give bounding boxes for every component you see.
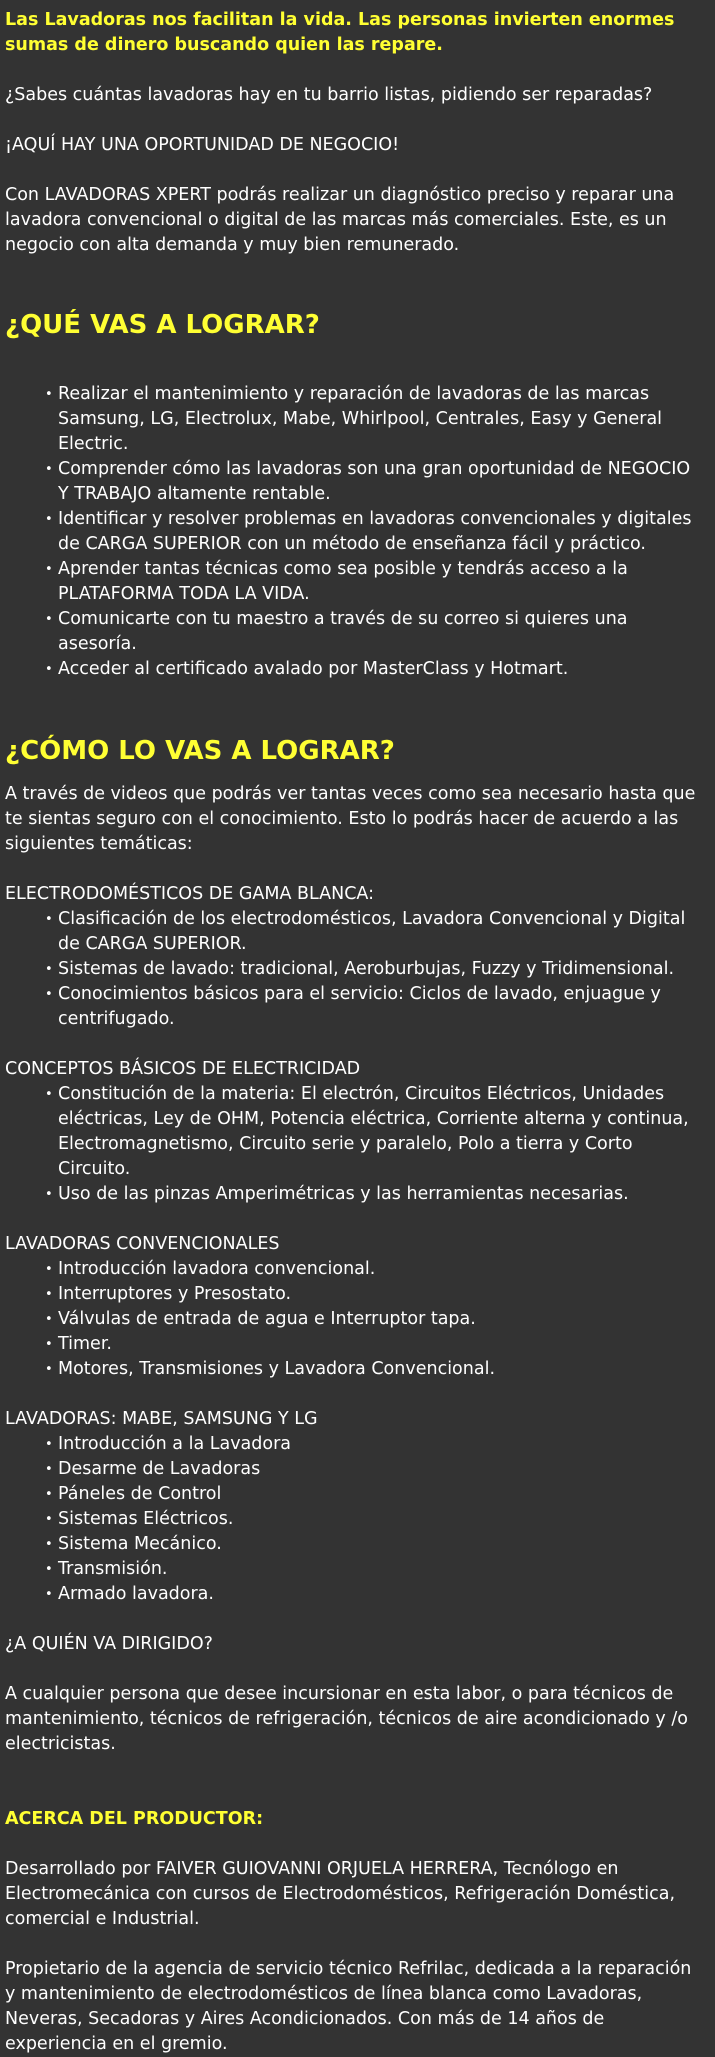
list-item: • Comprender cómo las lavadoras son una gran oportunidad de NEGOCIO Y TRABAJO altamente rentable. [5,457,698,507]
topic-list [5,907,698,1032]
list-item: • Acceder al certificado avalado por MasterClass y Hotmart. [5,657,698,682]
intro-question: ¿Sabes cuántas lavadoras hay en tu barrio listas, pidiendo ser reparadas? [5,85,653,105]
list-item: • Introducción a la Lavadora [5,1432,698,1457]
topic-title: LAVADORAS: MABE, SAMSUNG Y LG [5,1409,318,1429]
list-item: • Armado lavadora. [5,1582,698,1607]
list-item: • Sistemas Eléctricos. [5,1507,698,1532]
topic-title: LAVADORAS CONVENCIONALES [5,1234,280,1254]
list-item: • Identificar y resolver problemas en lavadoras convencionales y digitales de CARGA SUPERIOR con un método de enseñanza fácil y práctico. [5,507,698,557]
producer-agency: Propietario de la agencia de servicio técnico Refrilac, dedicada a la reparación y mantenimiento de electrodomésticos de línea blanca como Lavadoras, Neveras, Secadoras y Aires Acondicionados. Con más de 14 años de experiencia en el gremio. [5,1959,692,2054]
how-heading: ¿CÓMO LO VAS A LOGRAR? [5,736,395,766]
how-intro: A través de videos que podrás ver tantas veces como sea necesario hasta que te sientas seguro con el conocimiento. Esto lo podrás hacer de acuerdo a las siguientes temáticas: [5,784,696,854]
course-description [0,8,704,2057]
list-item: • Páneles de Control [5,1482,698,1507]
achieve-heading: ¿QUÉ VAS A LOGRAR? [5,310,320,340]
list-item: • Motores, Transmisiones y Lavadora Convencional. [5,1357,698,1382]
topic-list [5,1082,698,1207]
intro-highlight: Las Lavadoras nos facilitan la vida. Las personas invierten enormes sumas de dinero buscando quien las repare. [5,10,675,55]
intro-opportunity: ¡AQUÍ HAY UNA OPORTUNIDAD DE NEGOCIO! [5,135,400,155]
producer-title: ACERCA DEL PRODUCTOR: [5,1809,264,1829]
achieve-list [5,382,698,682]
topic-title: CONCEPTOS BÁSICOS DE ELECTRICIDAD [5,1059,361,1079]
list-item: • Clasificación de los electrodomésticos, Lavadora Convencional y Digital de CARGA SUPERIOR. [5,907,698,957]
list-item: • Sistemas de lavado: tradicional, Aeroburbujas, Fuzzy y Tridimensional. [5,957,698,982]
list-item: • Uso de las pinzas Amperimétricas y las herramientas necesarias. [5,1182,698,1207]
list-item: • Desarme de Lavadoras [5,1457,698,1482]
list-item: • Introducción lavadora convencional. [5,1257,698,1282]
list-item: • Válvulas de entrada de agua e Interruptor tapa. [5,1307,698,1332]
list-item: • Comunicarte con tu maestro a través de su correo si quieres una asesoría. [5,607,698,657]
audience-title: ¿A QUIÉN VA DIRIGIDO? [5,1634,213,1654]
list-item: • Interruptores y Presostato. [5,1282,698,1307]
intro-pitch: Con LAVADORAS XPERT podrás realizar un diagnóstico preciso y reparar una lavadora convencional o digital de las marcas más comerciales. Este, es un negocio con alta demanda y muy bien remunerado. [5,185,675,255]
list-item: • Transmisión. [5,1557,698,1582]
topic-list [5,1432,698,1607]
producer-bio: Desarrollado por FAIVER GUIOVANNI ORJUELA HERRERA, Tecnólogo en Electromecánica con cursos de Electrodomésticos, Refrigeración Doméstica, comercial e Industrial. [5,1859,676,1929]
audience-text: A cualquier persona que desee incursionar en esta labor, o para técnicos de mantenimiento, técnicos de refrigeración, técnicos de aire acondicionado y /o electricistas. [5,1684,688,1754]
list-item: • Realizar el mantenimiento y reparación de lavadoras de las marcas Samsung, LG, Electrolux, Mabe, Whirlpool, Centrales, Easy y General Electric. [5,382,698,457]
list-item: • Timer. [5,1332,698,1357]
list-item: • Constitución de la materia: El electrón, Circuitos Eléctricos, Unidades eléctricas, Ley de OHM, Potencia eléctrica, Corriente alterna y continua, Electromagnetismo, Circuito serie y paralelo, Polo a tierra y Corto Circuito. [5,1082,698,1182]
list-item: • Aprender tantas técnicas como sea posible y tendrás acceso a la PLATAFORMA TODA LA VIDA. [5,557,698,607]
topic-title: ELECTRODOMÉSTICOS DE GAMA BLANCA: [5,884,374,904]
list-item: • Conocimientos básicos para el servicio: Ciclos de lavado, enjuague y centrifugado. [5,982,698,1032]
topic-list [5,1257,698,1382]
list-item: • Sistema Mecánico. [5,1532,698,1557]
